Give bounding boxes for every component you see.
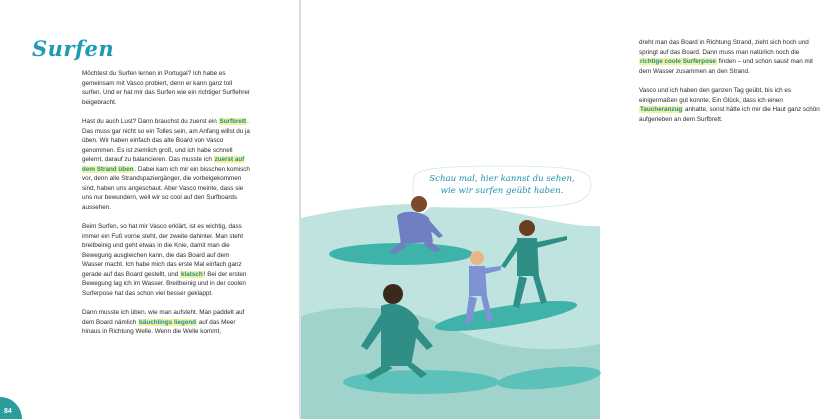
highlight-strand: zuerst auf dem Strand üben [82, 156, 245, 173]
highlight-klatsch: klatsch [181, 270, 203, 278]
highlight-surfbrett: Surfbrett [219, 118, 247, 125]
text-run: finden – und schon saust man mit dem Wasser zusammen an den Strand. [639, 58, 813, 75]
right-body-text [639, 38, 821, 124]
highlight-surferpose: richtige coole Surferpose [640, 58, 716, 65]
left-body-text [82, 69, 252, 337]
text-run: dreht man das Board in Richtung Strand, zieht sich hoch und springt auf das Board. Dann muss man natürlich noch die [639, 39, 809, 56]
right-page [301, 0, 820, 419]
page-number-badge [0, 397, 22, 419]
highlight-baeuchlings: bäuchlings liegend [139, 318, 197, 326]
paragraph-surfboard [82, 117, 252, 212]
page-number: 84 [4, 408, 12, 415]
text-run: anhatte, sonst hätte ich mir die Haut ganz schön aufgerieben an dem Surfbrett. [639, 106, 820, 123]
paragraph-intro: Möchtest du Surfen lernen in Portugal? Ich habe es gemeinsam mit Vasco probiert, denn er kann ganz toll surfen. Und er hat mir das Surfen wie ein richtiger Surflehrer beigebracht. [82, 70, 250, 106]
speech-bubble-text [417, 173, 587, 197]
text-run: Dann musste ich üben, wie man aufsteht. Man paddelt auf dem Board nämlich [82, 309, 245, 326]
speech-line: Schau mal, hier kannst du sehen, [429, 174, 575, 184]
paragraph-paddle [82, 308, 252, 337]
text-run: Beim Surfen, so hat mir Vasco erklärt, ist es wichtig, dass immer ein Fuß vorne steht, der zweite dahinter. Man steht breitbeinig und geht etwas in die Knie, damit man die Bewegung ausgleichen kann, die das Board auf dem Wasser macht. Ich habe mich das erste Mal einfach ganz gerade auf das Board gestellt, und [82, 223, 243, 278]
text-run: Hast du auch Lust? Dann brauchst du zuerst ein [82, 118, 219, 125]
text-run: Vasco und ich haben den ganzen Tag geübt, bis ich es einigermaßen gut konnte. Ein Glück, dass ich einen [639, 87, 792, 104]
left-page [0, 0, 299, 419]
text-run: . Das muss gar nicht so ein Tolles sein, am Anfang willst du ja üben. Wir haben einfach das alte Board von Vasco genommen. Es ist ziemlich groß, und ich habe schnell gelernt, darauf zu balancieren. Das musste ich [82, 118, 250, 163]
page-title: Surfen [32, 36, 115, 61]
surf-illustration [301, 196, 600, 419]
paragraph-stance [82, 222, 252, 298]
text-run: auf das Meer hinaus in Richtung Welle. Wenn die Welle kommt, [82, 318, 236, 335]
paragraph-practice [639, 86, 821, 124]
paragraph-stand-up [639, 38, 821, 76]
text-run: . Dabei kam ich mir ein bisschen komisch vor, denn alle Strandspaziergänger, die vorbeigekommen sind, haben uns angeschaut. Aber Vasco meinte, dass sie uns nur bewundern, weil wir so cool auf den Surfboards aussehen. [82, 165, 250, 211]
highlight-taucheranzug: Taucheranzug [640, 106, 683, 113]
text-run: ! Bei der ersten Bewegung lag ich im Wasser. Breitbeinig und in der coolen Surferpose hat das schon viel besser geklappt. [82, 270, 247, 297]
speech-line: wie wir surfen geübt haben. [440, 186, 564, 196]
